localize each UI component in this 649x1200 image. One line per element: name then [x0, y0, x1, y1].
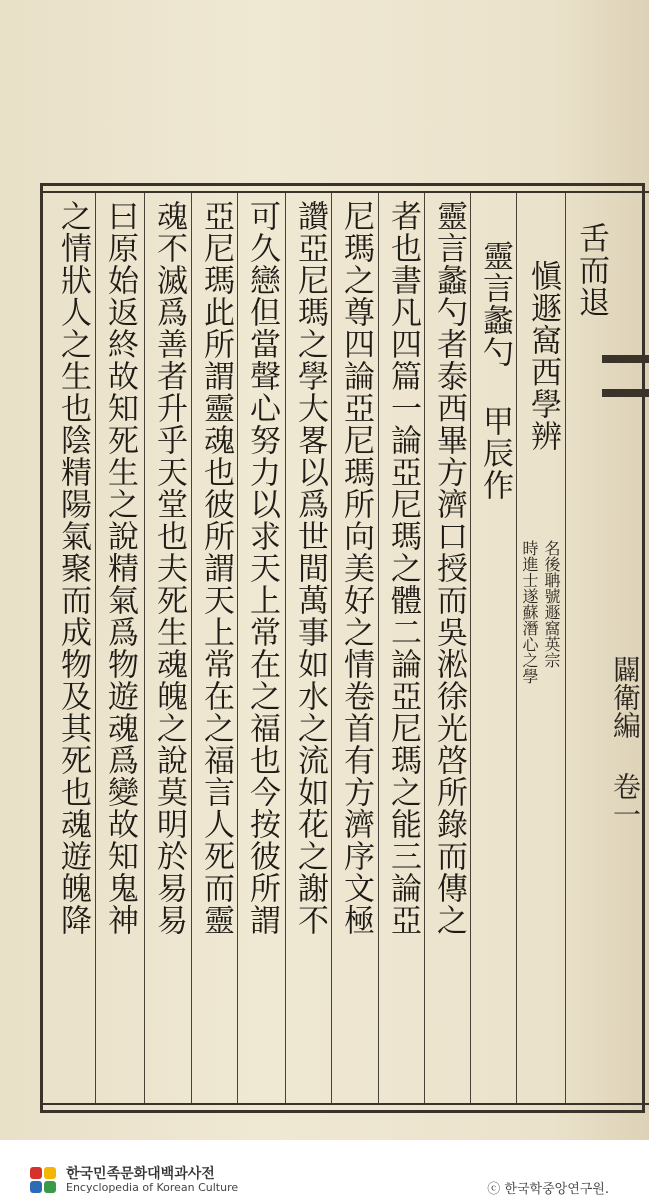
text-column-3-title: 靈言蠡勺 甲辰作 [477, 240, 513, 501]
text-column-7: 讚亞尼瑪之學大畧以爲世間萬事如水之流如花之謝不 [292, 200, 328, 936]
margin-book-title: 闢衛編 卷一 [609, 655, 642, 828]
text-column-10: 魂不滅爲善者升乎天堂也夫死生魂魄之說莫明於易易 [151, 200, 187, 936]
text-column-9: 亞尼瑪此所謂靈魂也彼所謂天上常在之福言人死而靈 [198, 200, 234, 936]
text-column-6: 尼瑪之尊四論亞尼瑪所向美好之情卷首有方濟序文極 [338, 200, 374, 936]
org-name-korean: 한국민족문화대백과사전 [66, 1166, 215, 1182]
encyclopedia-logo-icon [30, 1167, 58, 1195]
column-rule [285, 193, 286, 1103]
org-name-english: Encyclopedia of Korean Culture [66, 1181, 239, 1194]
annotation-right: 名後聃號遯窩英宗 [542, 540, 561, 668]
text-column-5: 者也書凡四篇一論亞尼瑪之體二論亞尼瑪之能三論亞 [385, 200, 421, 936]
text-column-1: 舌而退 [573, 222, 609, 318]
text-column-11: 曰原始返終故知死生之說精氣爲物遊魂爲變故知鬼神 [102, 200, 138, 936]
text-column-12: 之情狀人之生也陰精陽氣聚而成物及其死也魂遊魄降 [55, 200, 91, 936]
annotation-left: 時進士遂蘇潛心之學 [520, 540, 539, 684]
text-column-2-title: 愼遯窩西學辨 [525, 260, 561, 452]
copyright-notice: ⓒ 한국학중앙연구원. [487, 1182, 609, 1197]
column-rule [144, 193, 145, 1103]
text-column-4: 靈言蠡勺者泰西畢方濟口授而吳淞徐光啓所錄而傳之 [431, 200, 467, 936]
text-column-8: 可久戀但當聲心努力以求天上常在之福也今按彼所謂 [244, 200, 280, 936]
